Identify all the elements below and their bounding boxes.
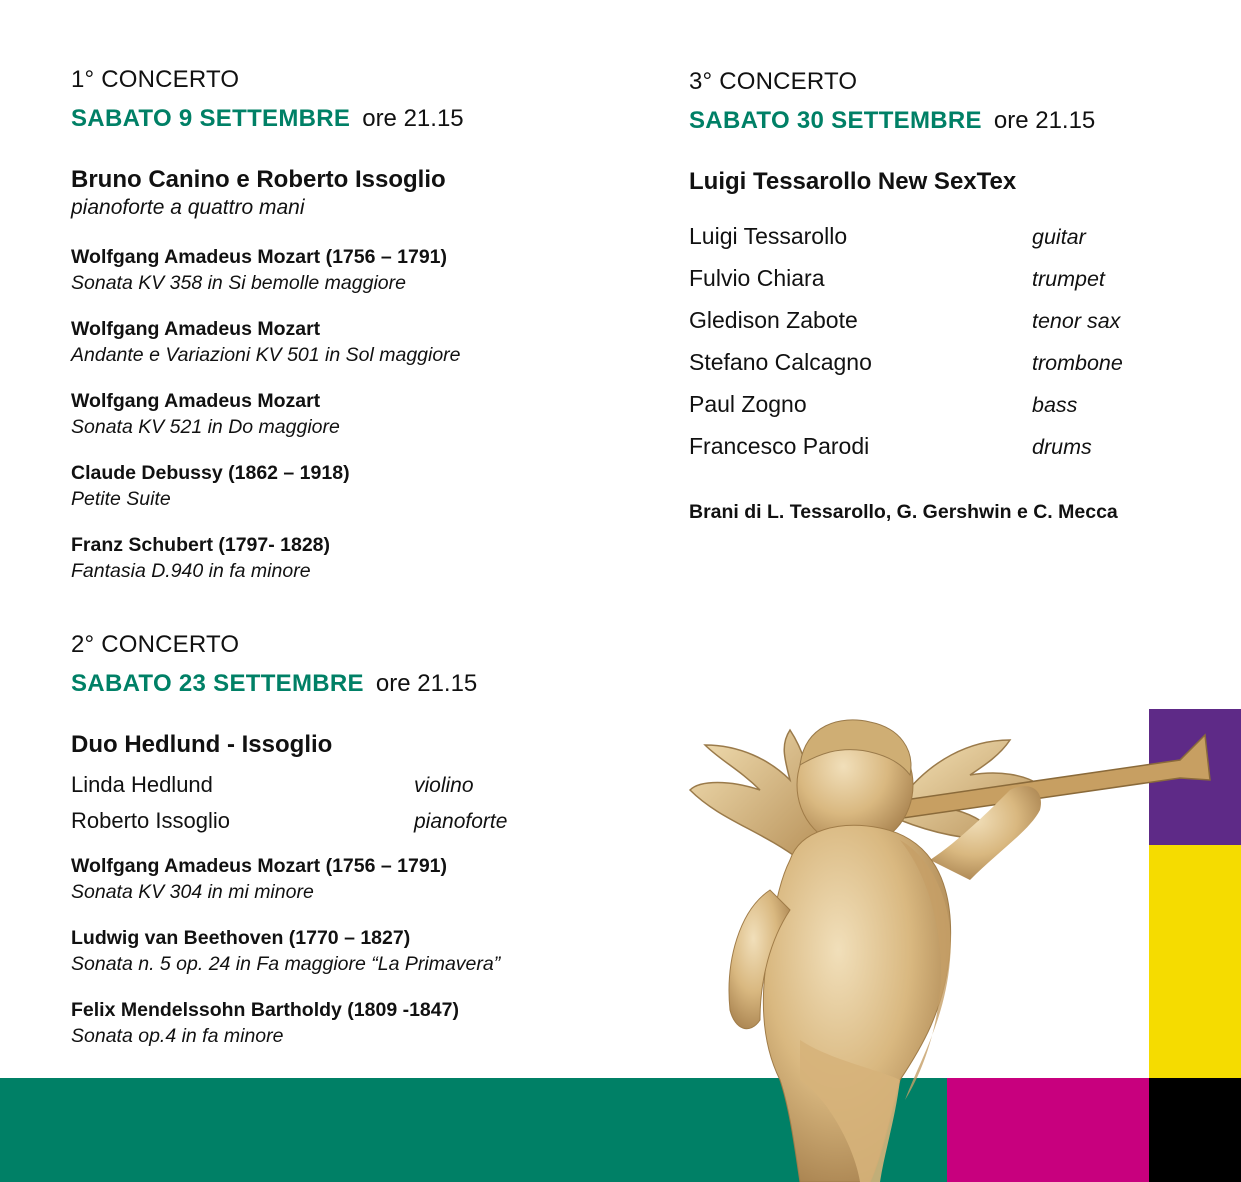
composer: Wolfgang Amadeus Mozart (71, 318, 321, 340)
concert-date-line (71, 669, 631, 702)
musician-instrument: trumpet (1032, 267, 1105, 291)
musician-instrument: guitar (1032, 225, 1086, 249)
roster-row (71, 772, 631, 808)
roster-row (689, 223, 1209, 265)
program-item (71, 533, 631, 585)
musician-name: Gledison Zabote (689, 307, 858, 333)
concert-date: SABATO 23 SETTEMBRE (71, 670, 364, 697)
program-item (71, 854, 631, 906)
performer: Bruno Canino e Roberto Issoglio (71, 166, 446, 193)
musician-name: Stefano Calcagno (689, 349, 872, 375)
roster-row (71, 808, 631, 844)
composer: Wolfgang Amadeus Mozart (71, 390, 321, 412)
concert-label: 1° CONCERTO (71, 66, 240, 93)
composer: Wolfgang Amadeus Mozart (1756 – 1791) (71, 246, 448, 268)
performer: Duo Hedlund - Issoglio (71, 731, 333, 758)
work-title: Sonata KV 358 in Si bemolle maggiore (71, 272, 406, 294)
work-title: Sonata n. 5 op. 24 in Fa maggiore “La Primavera” (71, 953, 501, 975)
musician-name: Linda Hedlund (71, 772, 213, 797)
musician-instrument: drums (1032, 435, 1092, 459)
work-title: Petite Suite (71, 488, 171, 510)
musician-instrument: bass (1032, 393, 1078, 417)
roster-row (689, 307, 1209, 349)
program-item (71, 926, 631, 978)
work-title: Fantasia D.940 in fa minore (71, 560, 311, 582)
composer: Ludwig van Beethoven (1770 – 1827) (71, 927, 411, 949)
yellow-block (1149, 845, 1241, 1078)
concert-date-line (71, 104, 631, 137)
black-block (1149, 1078, 1241, 1182)
musician-name: Luigi Tessarollo (689, 223, 848, 249)
concert-1 (71, 66, 631, 585)
roster-row (689, 349, 1209, 391)
musician-instrument: tenor sax (1032, 309, 1121, 333)
program-item (71, 461, 631, 513)
concert-time: ore 21.15 (993, 107, 1096, 134)
concert-date: SABATO 30 SETTEMBRE (689, 107, 982, 134)
program-item (71, 245, 631, 297)
concert-3 (689, 68, 1209, 524)
composer: Claude Debussy (1862 – 1918) (71, 462, 350, 484)
magenta-block (947, 1078, 1149, 1182)
musician-instrument: trombone (1032, 351, 1123, 375)
work-title: Andante e Variazioni KV 501 in Sol maggiore (71, 344, 461, 366)
concert-label: 3° CONCERTO (689, 68, 858, 95)
performer-roster (689, 223, 1209, 475)
repertoire-note: Brani di L. Tessarollo, G. Gershwin e C. Mecca (689, 501, 1118, 523)
concert-time: ore 21.15 (362, 105, 464, 132)
performer: Luigi Tessarollo New SexTex (689, 168, 1017, 195)
musician-name: Francesco Parodi (689, 433, 870, 459)
green-band (0, 1078, 947, 1182)
work-title: Sonata KV 521 in Do maggiore (71, 416, 340, 438)
concert-date-line (689, 106, 1209, 139)
work-title: Sonata op.4 in fa minore (71, 1025, 284, 1047)
musician-instrument: violino (414, 774, 474, 797)
concert-date: SABATO 9 SETTEMBRE (71, 105, 351, 132)
roster-row (689, 265, 1209, 307)
program-item (71, 317, 631, 369)
work-title: Sonata KV 304 in mi minore (71, 881, 314, 903)
composer: Wolfgang Amadeus Mozart (1756 – 1791) (71, 855, 448, 877)
concert-time: ore 21.15 (375, 670, 478, 697)
musician-name: Paul Zogno (689, 391, 807, 417)
concert-2 (71, 631, 631, 1050)
roster-row (689, 433, 1209, 475)
musician-name: Roberto Issoglio (71, 808, 230, 833)
concert-label: 2° CONCERTO (71, 631, 240, 658)
performer-subtitle: pianoforte a quattro mani (71, 196, 305, 219)
roster-row (689, 391, 1209, 433)
performer-roster (71, 772, 631, 844)
musician-name: Fulvio Chiara (689, 265, 825, 291)
program-item (71, 998, 631, 1050)
composer: Felix Mendelssohn Bartholdy (1809 -1847) (71, 999, 459, 1021)
purple-block (1149, 709, 1241, 845)
composer: Franz Schubert (1797- 1828) (71, 534, 331, 556)
program-item (71, 389, 631, 441)
musician-instrument: pianoforte (414, 810, 508, 833)
